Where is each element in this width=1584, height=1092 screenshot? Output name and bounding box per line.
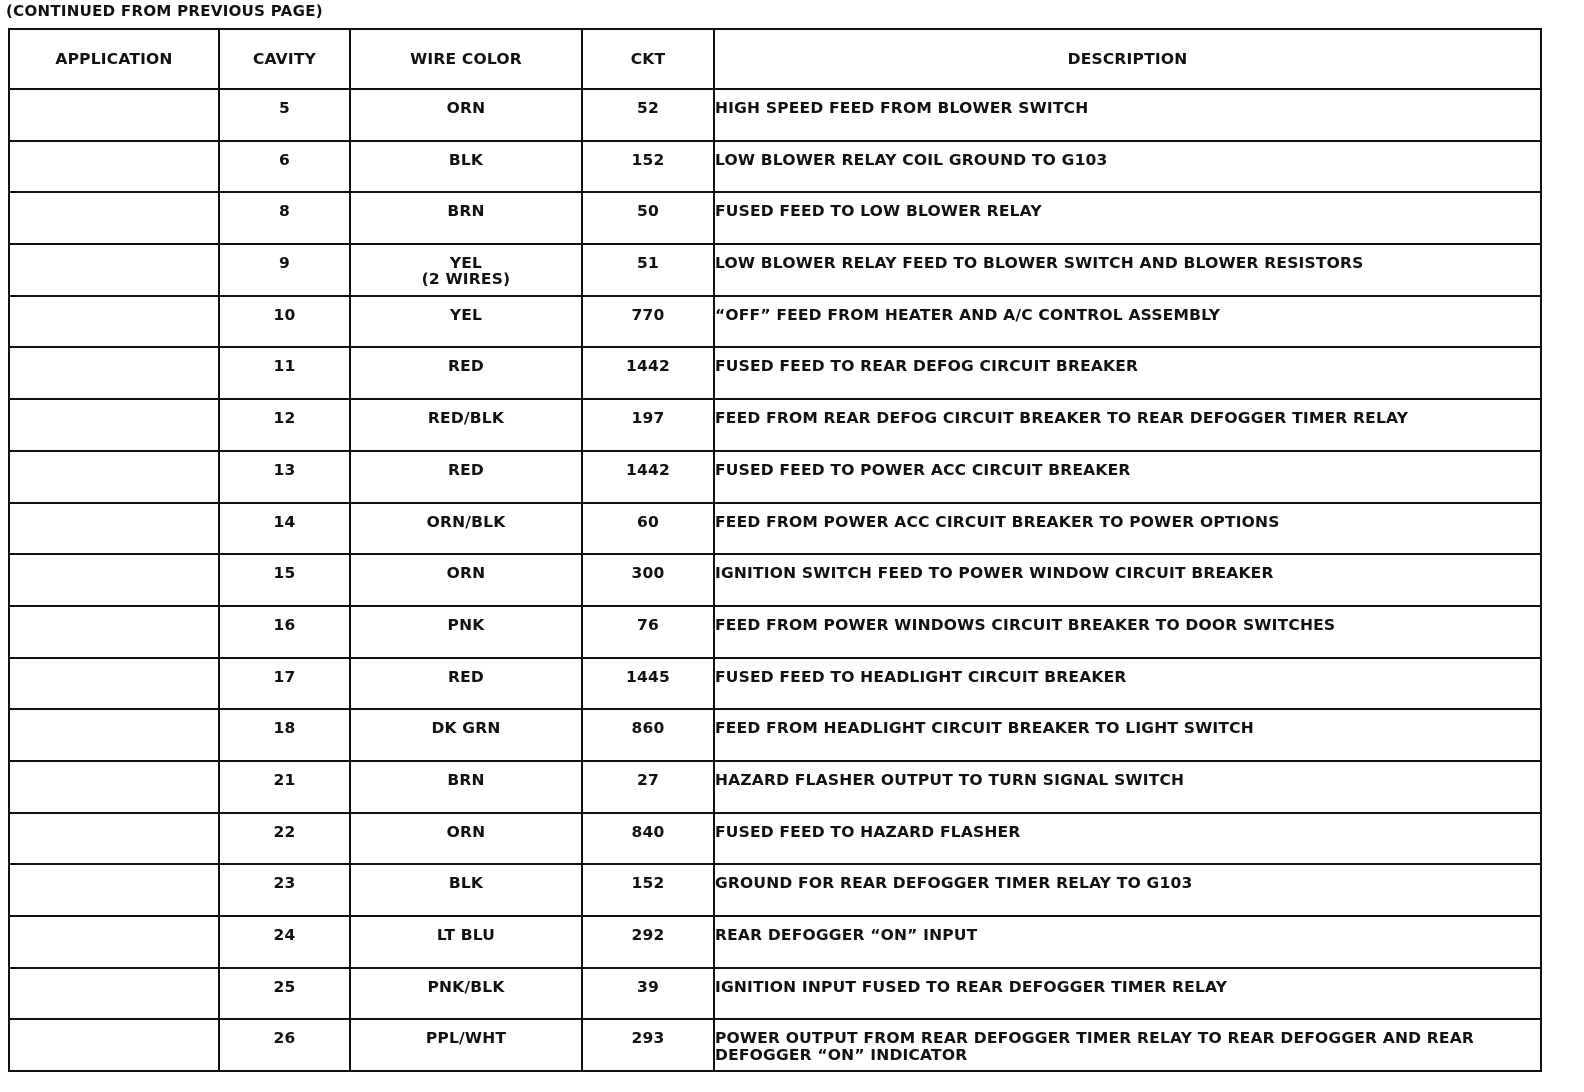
- description-cell: POWER OUTPUT FROM REAR DEFOGGER TIMER RELAY TO REAR DEFOGGER AND REAR DEFOGGER “ON” INDICATOR: [714, 1019, 1541, 1071]
- application-cell: [9, 192, 219, 244]
- wire-color-cell: [350, 347, 582, 399]
- table-row: [9, 606, 1541, 658]
- cavity-cell: 10: [219, 296, 350, 348]
- description-cell: FUSED FEED TO LOW BLOWER RELAY: [714, 192, 1541, 244]
- description-cell: FEED FROM POWER WINDOWS CIRCUIT BREAKER TO DOOR SWITCHES: [714, 606, 1541, 658]
- column-header-description: DESCRIPTION: [714, 29, 1541, 89]
- wire-color-cell: [350, 864, 582, 916]
- description-cell: LOW BLOWER RELAY FEED TO BLOWER SWITCH AND BLOWER RESISTORS: [714, 244, 1541, 296]
- table-row: [9, 916, 1541, 968]
- wire-color-cell: [350, 916, 582, 968]
- ckt-cell: 76: [582, 606, 714, 658]
- wire-color-cell: [350, 244, 582, 296]
- wire-color-value: RED: [448, 357, 484, 376]
- wire-color-value: ORN: [446, 822, 486, 841]
- table-row: [9, 761, 1541, 813]
- table-row: [9, 813, 1541, 865]
- wire-color-value: PNK/BLK: [427, 977, 505, 996]
- application-cell: [9, 968, 219, 1020]
- cavity-cell: 15: [219, 554, 350, 606]
- wire-color-cell: [350, 192, 582, 244]
- cavity-cell: 26: [219, 1019, 350, 1071]
- description-cell: REAR DEFOGGER “ON” INPUT: [714, 916, 1541, 968]
- wire-color-value: YEL: [449, 254, 483, 273]
- wire-color-value: ORN: [446, 99, 486, 117]
- cavity-cell: 24: [219, 916, 350, 968]
- application-cell: [9, 503, 219, 555]
- table-row: [9, 451, 1541, 503]
- cavity-cell: 13: [219, 451, 350, 503]
- column-header-application: APPLICATION: [9, 29, 219, 89]
- wire-color-value: BLK: [448, 874, 484, 893]
- wire-color-cell: [350, 554, 582, 606]
- application-cell: [9, 916, 219, 968]
- ckt-cell: 1445: [582, 658, 714, 710]
- application-cell: [9, 813, 219, 865]
- cavity-cell: 23: [219, 864, 350, 916]
- wire-color-cell: [350, 606, 582, 658]
- wire-color-value: LT BLU: [436, 926, 496, 944]
- description-cell: IGNITION SWITCH FEED TO POWER WINDOW CIRCUIT BREAKER: [714, 554, 1541, 606]
- table-row: [9, 554, 1541, 606]
- cavity-cell: 14: [219, 503, 350, 555]
- table-row: [9, 296, 1541, 348]
- description-cell: FUSED FEED TO POWER ACC CIRCUIT BREAKER: [714, 451, 1541, 503]
- ckt-cell: 50: [582, 192, 714, 244]
- table-row: [9, 1019, 1541, 1071]
- wire-color-value: BRN: [447, 770, 485, 789]
- cavity-cell: 25: [219, 968, 350, 1020]
- ckt-cell: 860: [582, 709, 714, 761]
- table-row: [9, 503, 1541, 555]
- application-cell: [9, 141, 219, 193]
- table-row: [9, 244, 1541, 296]
- column-header-wire-color: WIRE COLOR: [350, 29, 582, 89]
- application-cell: [9, 451, 219, 503]
- table-row: [9, 399, 1541, 451]
- table-body: [9, 89, 1541, 1071]
- wire-color-value: ORN: [446, 564, 486, 583]
- table-row: [9, 141, 1541, 193]
- description-cell: FUSED FEED TO REAR DEFOG CIRCUIT BREAKER: [714, 347, 1541, 399]
- ckt-cell: 300: [582, 554, 714, 606]
- cavity-cell: 11: [219, 347, 350, 399]
- table-row: [9, 192, 1541, 244]
- ckt-cell: 1442: [582, 347, 714, 399]
- ckt-cell: 293: [582, 1019, 714, 1071]
- wire-count-note: (2 WIRES): [421, 270, 511, 289]
- ckt-cell: 152: [582, 864, 714, 916]
- ckt-cell: 292: [582, 916, 714, 968]
- application-cell: [9, 709, 219, 761]
- wire-color-cell: [350, 399, 582, 451]
- description-cell: LOW BLOWER RELAY COIL GROUND TO G103: [714, 141, 1541, 193]
- table-row: [9, 968, 1541, 1020]
- application-cell: [9, 399, 219, 451]
- column-header-cavity: CAVITY: [219, 29, 350, 89]
- application-cell: [9, 864, 219, 916]
- cavity-cell: 22: [219, 813, 350, 865]
- description-cell: FUSED FEED TO HAZARD FLASHER: [714, 813, 1541, 865]
- wire-color-value: ORN/BLK: [426, 512, 506, 531]
- wire-color-value: YEL: [449, 305, 483, 324]
- ckt-cell: 770: [582, 296, 714, 348]
- wire-color-value: RED/BLK: [427, 409, 505, 428]
- application-cell: [9, 554, 219, 606]
- application-cell: [9, 296, 219, 348]
- ckt-cell: 52: [582, 89, 714, 141]
- application-cell: [9, 606, 219, 658]
- wire-color-value: BLK: [448, 150, 484, 169]
- cavity-cell: 6: [219, 141, 350, 193]
- table-row: [9, 709, 1541, 761]
- ckt-cell: 152: [582, 141, 714, 193]
- wire-color-cell: [350, 141, 582, 193]
- wire-color-cell: [350, 89, 582, 141]
- wire-color-value: DK GRN: [431, 719, 501, 738]
- ckt-cell: 197: [582, 399, 714, 451]
- application-cell: [9, 89, 219, 141]
- ckt-cell: 840: [582, 813, 714, 865]
- wire-color-cell: [350, 968, 582, 1020]
- wire-color-value: BRN: [447, 202, 485, 221]
- wire-color-cell: [350, 1019, 582, 1071]
- table-row: [9, 864, 1541, 916]
- table-row: [9, 89, 1541, 141]
- wire-color-cell: [350, 658, 582, 710]
- description-cell: FEED FROM HEADLIGHT CIRCUIT BREAKER TO LIGHT SWITCH: [714, 709, 1541, 761]
- description-cell: FUSED FEED TO HEADLIGHT CIRCUIT BREAKER: [714, 658, 1541, 710]
- ckt-cell: 51: [582, 244, 714, 296]
- cavity-cell: 18: [219, 709, 350, 761]
- wire-color-value: RED: [448, 460, 484, 479]
- continued-note: (CONTINUED FROM PREVIOUS PAGE): [6, 2, 323, 20]
- wire-color-value: PNK: [447, 615, 485, 634]
- wire-color-cell: [350, 451, 582, 503]
- cavity-cell: 16: [219, 606, 350, 658]
- application-cell: [9, 244, 219, 296]
- description-cell: FEED FROM POWER ACC CIRCUIT BREAKER TO POWER OPTIONS: [714, 503, 1541, 555]
- wire-color-cell: [350, 709, 582, 761]
- application-cell: [9, 1019, 219, 1071]
- description-cell: GROUND FOR REAR DEFOGGER TIMER RELAY TO G103: [714, 864, 1541, 916]
- wire-color-value: RED: [448, 667, 484, 686]
- ckt-cell: 27: [582, 761, 714, 813]
- table-header-row: [9, 29, 1541, 89]
- description-cell: HIGH SPEED FEED FROM BLOWER SWITCH: [714, 89, 1541, 141]
- application-cell: [9, 658, 219, 710]
- ckt-cell: 60: [582, 503, 714, 555]
- wire-color-cell: [350, 813, 582, 865]
- cavity-cell: 9: [219, 244, 350, 296]
- wire-color-cell: [350, 761, 582, 813]
- wire-color-value: PPL/WHT: [425, 1029, 507, 1048]
- table-row: [9, 347, 1541, 399]
- description-cell: “OFF” FEED FROM HEATER AND A/C CONTROL ASSEMBLY: [714, 296, 1541, 348]
- application-cell: [9, 347, 219, 399]
- description-cell: HAZARD FLASHER OUTPUT TO TURN SIGNAL SWITCH: [714, 761, 1541, 813]
- cavity-cell: 17: [219, 658, 350, 710]
- description-cell: IGNITION INPUT FUSED TO REAR DEFOGGER TIMER RELAY: [714, 968, 1541, 1020]
- description-cell: FEED FROM REAR DEFOG CIRCUIT BREAKER TO REAR DEFOGGER TIMER RELAY: [714, 399, 1541, 451]
- column-header-ckt: CKT: [582, 29, 714, 89]
- ckt-cell: 39: [582, 968, 714, 1020]
- wire-color-cell: [350, 503, 582, 555]
- cavity-cell: 8: [219, 192, 350, 244]
- wire-color-cell: [350, 296, 582, 348]
- application-cell: [9, 761, 219, 813]
- wiring-table: [8, 28, 1542, 1072]
- ckt-cell: 1442: [582, 451, 714, 503]
- cavity-cell: 21: [219, 761, 350, 813]
- cavity-cell: 5: [219, 89, 350, 141]
- table-row: [9, 658, 1541, 710]
- cavity-cell: 12: [219, 399, 350, 451]
